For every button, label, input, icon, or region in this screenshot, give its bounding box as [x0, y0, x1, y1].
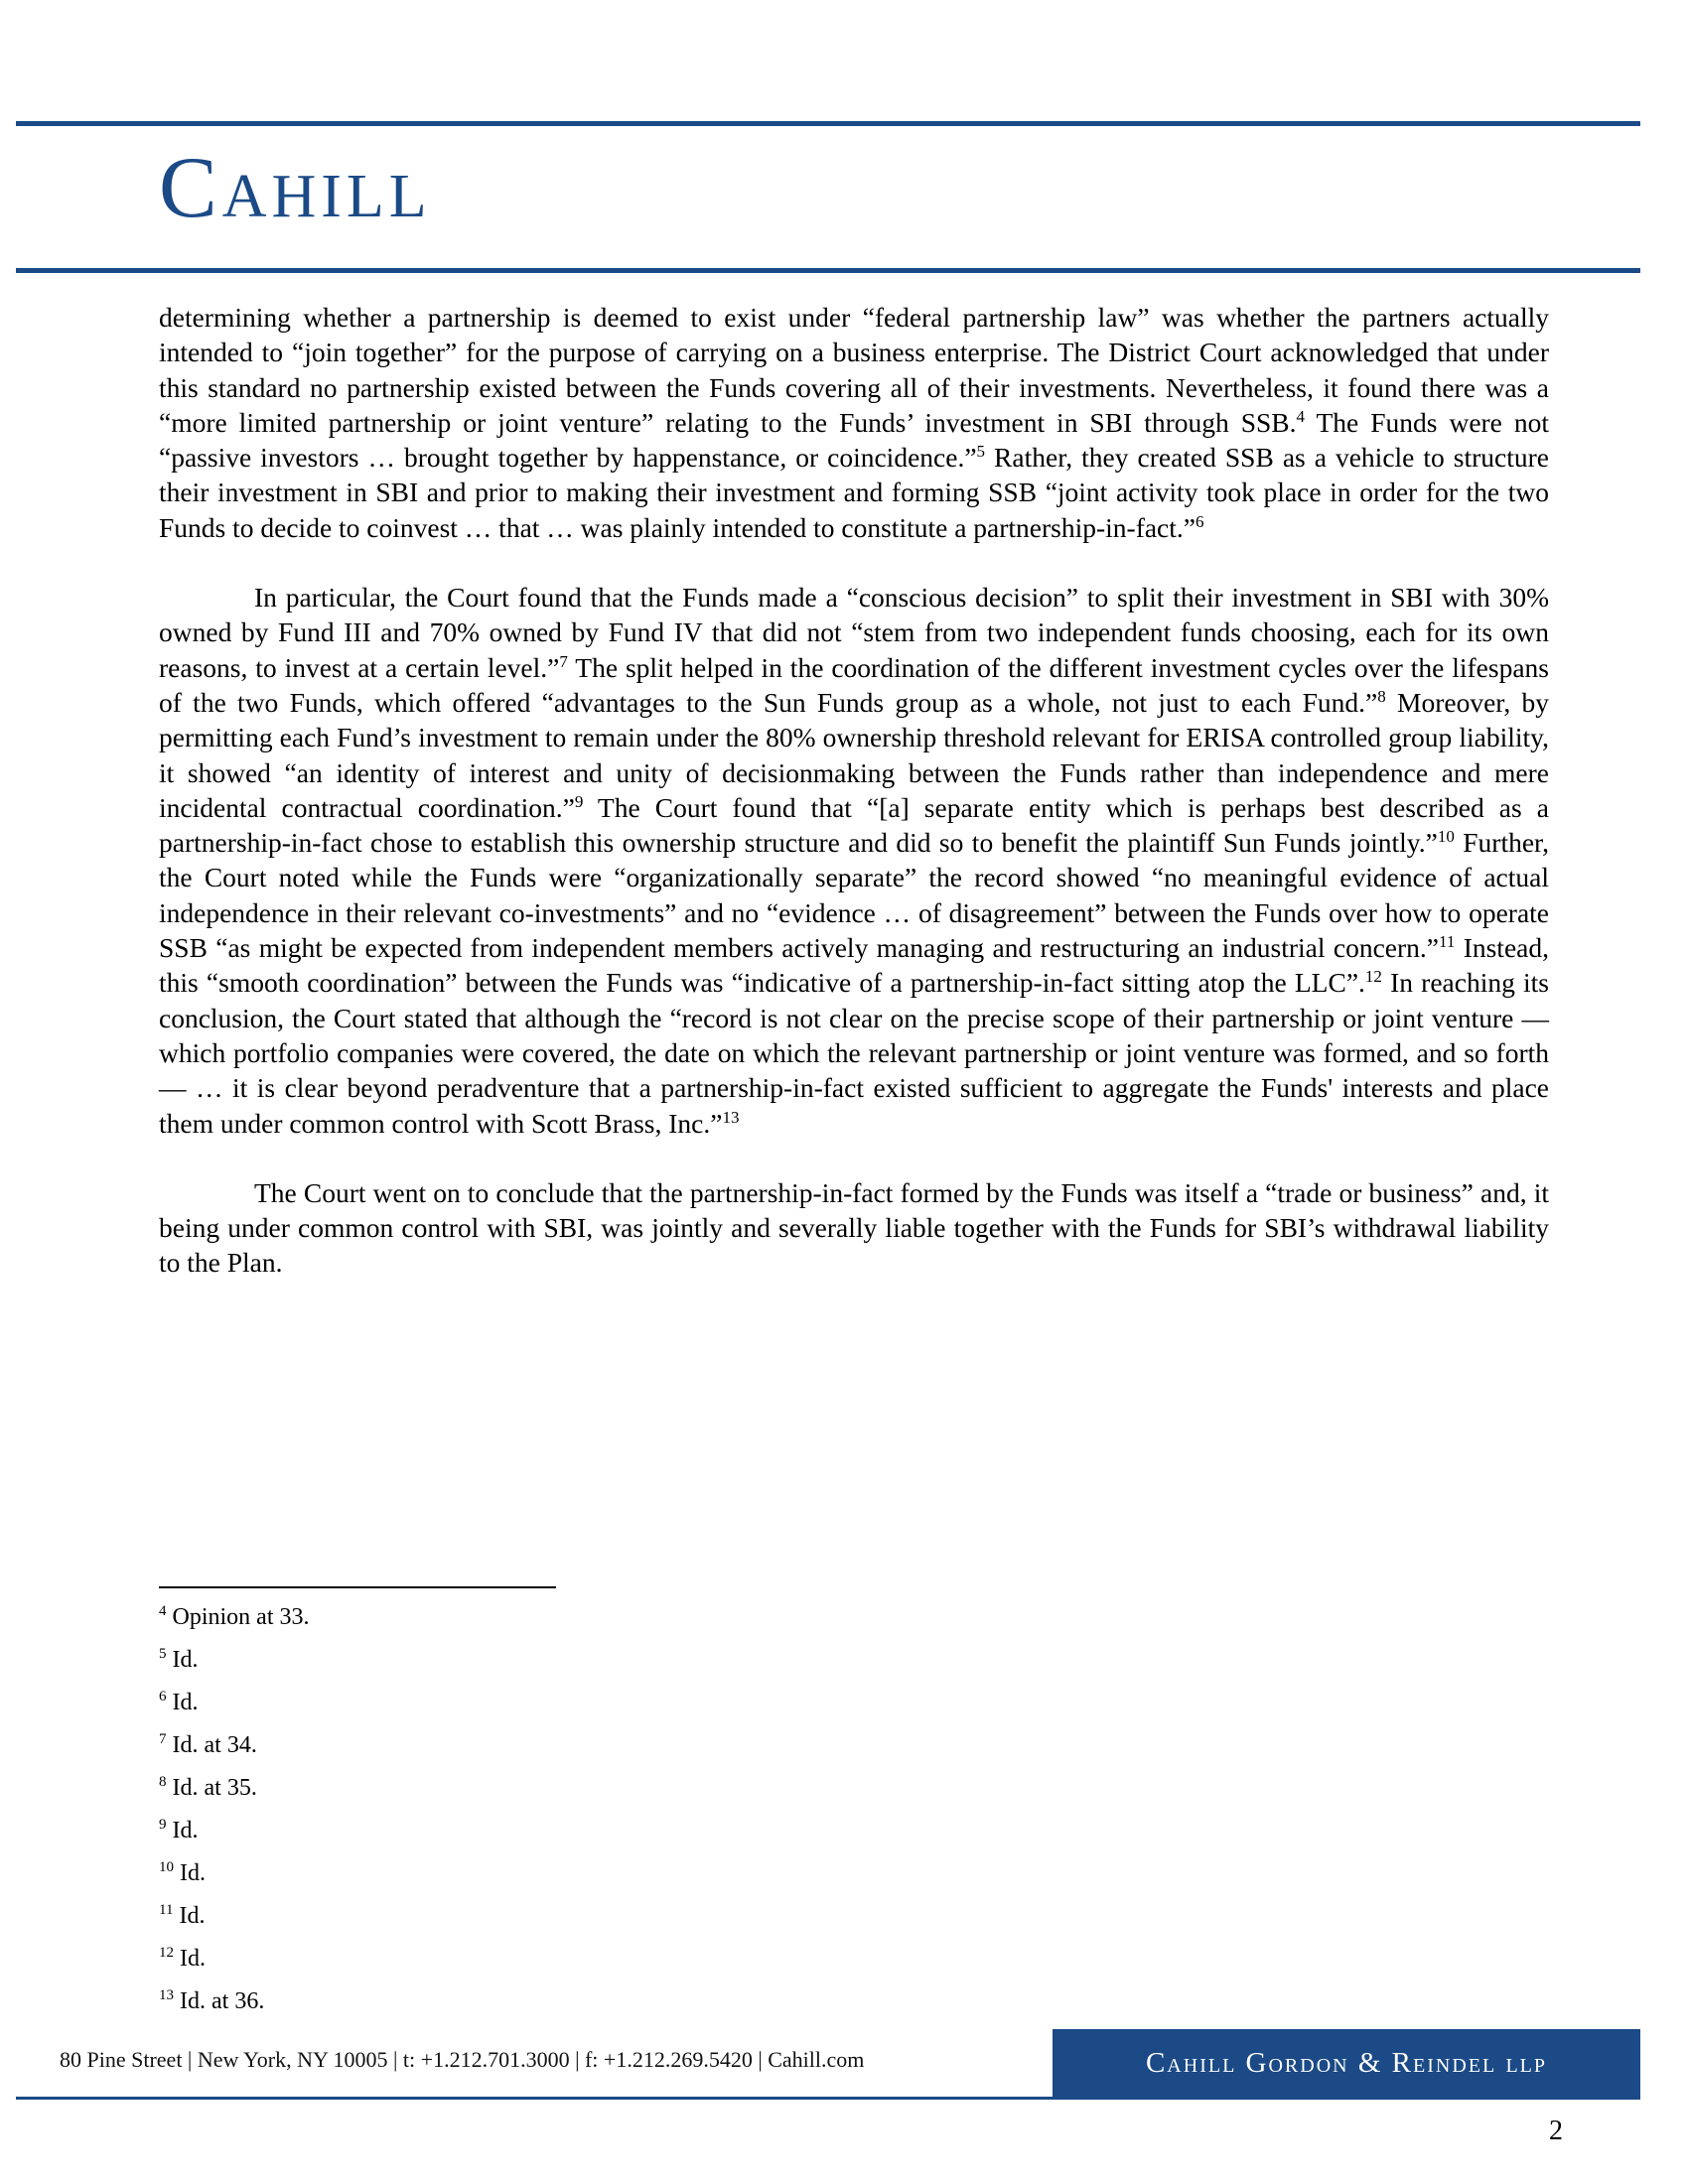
- footnote-ref: 13: [722, 1107, 740, 1127]
- paragraph-text: The Court found that “[a] separate entity which is perhaps best described as a partnership-in-fact chose to establish this ownership structure and did so to benefit the plaintiff Sun Funds jointly.”: [159, 791, 1549, 859]
- footnote-item: [159, 1858, 953, 1901]
- header-bottom-rule: [16, 268, 1640, 273]
- footnote-text: Id.: [172, 1647, 199, 1673]
- footnote-item: [159, 1986, 953, 2029]
- footnote-number: 12: [159, 1945, 174, 1961]
- footnote-number: 7: [159, 1731, 167, 1747]
- footnote-item: [159, 1688, 953, 1730]
- footnote-text: Id. at 34.: [172, 1732, 257, 1758]
- footnote-item: [159, 1773, 953, 1816]
- footnotes-list: [159, 1602, 953, 2029]
- paragraph-text: Rather, they created SSB as a vehicle to structure their investment in SBI and prior to making their investment and forming SSB “joint activity took place in order for the two Funds to decide to coinvest … that … was plainly intended to constitute a partnership-in-fact.”: [159, 442, 1549, 543]
- paragraph-text: The Funds were not “passive investors … brought together by happenstance, or coincidence.”: [159, 406, 1550, 474]
- footnote-number: 8: [159, 1774, 167, 1790]
- footnote-ref: 4: [1296, 406, 1306, 426]
- footnote-separator: [159, 1586, 556, 1588]
- footnote-ref: 9: [574, 791, 584, 811]
- footnote-item: [159, 1816, 953, 1858]
- footnote-number: 9: [159, 1817, 167, 1833]
- footnote-ref: 8: [1377, 686, 1386, 706]
- paragraph-text: determining whether a partnership is deemed to exist under “federal partnership law” was whether the partners actually intended to “join together” for the purpose of carrying on a business enterprise. The District Court acknowledged that under this standard no partnership existed between the Funds covering all of their investments. Nevertheless, it found there was a “more limited partnership or joint venture” relating to the Funds’ investment in SBI through SSB.: [159, 302, 1549, 438]
- header-top-rule: [16, 121, 1640, 126]
- footnote-number: 6: [159, 1689, 167, 1705]
- footnote-ref: 6: [1195, 511, 1204, 531]
- paragraph-text: Instead, this “smooth coordination” between the Funds was “indicative of a partnership-in-fact sitting atop the LLC”.: [159, 932, 1549, 999]
- cahill-logo: Cahill: [159, 140, 432, 236]
- footnote-ref: 11: [1438, 932, 1456, 952]
- footer-brand-logo: Cahill Gordon & Reindel llp: [1053, 2029, 1640, 2097]
- paragraph-2: [159, 580, 1549, 1141]
- footnote-number: 4: [159, 1603, 167, 1619]
- paragraph-text: The Court went on to conclude that the partnership-in-fact formed by the Funds was itself a “trade or business” and, it being under common control with SBI, was jointly and severally liable together with the Funds for SBI’s withdrawal liability to the Plan.: [159, 1176, 1549, 1279]
- footnote-item: [159, 1730, 953, 1773]
- footnote-number: 10: [159, 1859, 174, 1875]
- footnote-item: [159, 1602, 953, 1645]
- footnote-text: Id. at 36.: [180, 1988, 265, 2014]
- footnote-ref: 7: [559, 651, 568, 671]
- footnote-text: Id.: [179, 1903, 206, 1929]
- paragraph-text: In particular, the Court found that the Funds made a “conscious decision” to split their investment in SBI with 30% owned by Fund III and 70% owned by Fund IV that did not “stem from two independent funds choosing, each for its own reasons, to invest at a certain level.”: [159, 582, 1549, 683]
- footnote-ref: 10: [1437, 827, 1455, 847]
- paragraph-text: Moreover, by permitting each Fund’s investment to remain under the 80% ownership threshold relevant for ERISA controlled group liability, it showed “an identity of interest and unity of decisionmaking between the Funds rather than independence and mere incidental contractual coordination.”: [159, 686, 1549, 823]
- footnote-text: Id.: [172, 1818, 199, 1843]
- footnote-number: 11: [159, 1902, 174, 1918]
- footnote-text: Opinion at 33.: [172, 1604, 310, 1630]
- footnote-number: 5: [159, 1646, 167, 1662]
- paragraph-text: The split helped in the coordination of the different investment cycles over the lifespans of the two Funds, which offered “advantages to the Sun Funds group as a whole, not just to each Fund.”: [159, 651, 1549, 718]
- footnote-item: [159, 1645, 953, 1688]
- footnote-ref: 5: [976, 442, 986, 462]
- footnote-text: Id.: [180, 1946, 206, 1972]
- footnote-item: [159, 1944, 953, 1986]
- paragraph-1: [159, 300, 1549, 545]
- footnote-ref: 12: [1364, 967, 1382, 987]
- paragraph-text: In reaching its conclusion, the Court stated that although the “record is not clear on the precise scope of their partnership or joint venture — which portfolio companies were covered, the date on which the relevant partnership or joint venture was formed, and so forth — … it is clear beyond peradventure that a partnership-in-fact existed sufficient to aggregate the Funds' interests and place them under common control with Scott Brass, Inc.”: [159, 967, 1549, 1139]
- footnote-text: Id.: [172, 1690, 199, 1715]
- footnote-text: Id.: [180, 1860, 206, 1886]
- document-body: [159, 300, 1549, 1315]
- paragraph-text: Further, the Court noted while the Funds were “organizationally separate” the record showed “no meaningful evidence of actual independence in their relevant co-investments” and no “evidence … of disagreement” between the Funds over how to operate SSB “as might be expected from independent members actively managing and restructuring an industrial concern.”: [159, 827, 1549, 964]
- footnote-item: [159, 1901, 953, 1944]
- footer-rule: [16, 2097, 1640, 2100]
- footer-address: 80 Pine Street | New York, NY 10005 | t: +1.212.701.3000 | f: +1.212.269.5420 | Cahill.com: [60, 2047, 865, 2072]
- paragraph-3: [159, 1175, 1549, 1281]
- page-number: 2: [1549, 2116, 1563, 2146]
- footnote-text: Id. at 35.: [172, 1775, 257, 1801]
- footnote-number: 13: [159, 1987, 174, 2003]
